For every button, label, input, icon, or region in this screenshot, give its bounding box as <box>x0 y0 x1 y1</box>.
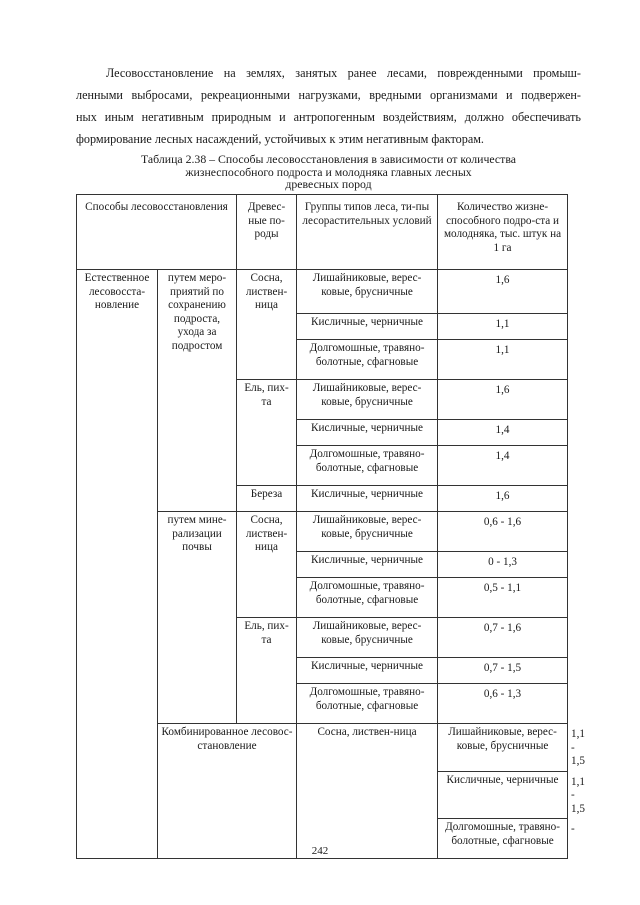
forest-type-cell: Лишайниковые, верес-ковые, брусничные <box>297 270 438 314</box>
species-cell: Береза <box>237 486 297 512</box>
table-row <box>77 270 568 314</box>
forest-type-cell: Долгомошные, травяно-болотные, сфагновые <box>297 684 438 724</box>
table-row: Комбинированное лесовос-становление Сосна, листвен-ница Лишайниковые, верес-ковые, брусничные 1,1 - 1,5 <box>77 724 568 772</box>
caption-line: древесных пород <box>285 177 372 191</box>
paragraph-line: формирование лесных насаждений, устойчивых к этим негативным факторам. <box>76 132 484 146</box>
species-cell: Сосна, листвен-ница <box>237 512 297 618</box>
table-header-row <box>77 195 568 270</box>
forest-type-cell: Лишайниковые, верес-ковые, брусничные <box>297 380 438 420</box>
caption-line: Таблица 2.38 – Способы лесовосстановления в зависимости от количества <box>141 152 516 166</box>
species-cell: Ель, пих-та <box>237 380 297 486</box>
quantity-cell: 1,6 <box>438 380 568 420</box>
forest-type-cell: Долгомошные, травяно-болотные, сфагновые <box>438 819 568 859</box>
header-forest-types: Группы типов леса, ти-пы лесорастительных условий <box>297 195 438 270</box>
quantity-cell: 0,7 - 1,5 <box>438 658 568 684</box>
reforestation-table <box>76 194 585 859</box>
paragraph-line: ных иным негативным природным и антропогенным воздействиям, должно обеспечивать <box>76 110 581 124</box>
quantity-cell: 1,1 <box>438 340 568 380</box>
body-paragraph <box>76 62 581 150</box>
quantity-cell: 1,1 <box>438 314 568 340</box>
natural-method-cell: Естественное лесовосста-новление <box>77 270 158 859</box>
table-caption <box>76 153 581 191</box>
header-species: Древес-ные по-роды <box>237 195 297 270</box>
quantity-cell: 1,4 <box>438 420 568 446</box>
forest-type-cell: Кисличные, черничные <box>297 486 438 512</box>
forest-type-cell: Кисличные, черничные <box>297 552 438 578</box>
paragraph-line: Лесовосстановление на землях, занятых ранее лесами, поврежденными промыш- <box>106 66 581 80</box>
paragraph-line: ленными выбросами, рекреационными нагрузками, вредными организмами и подвержен- <box>76 88 581 102</box>
quantity-cell: 1,4 <box>438 446 568 486</box>
species-cell: Сосна, листвен-ница <box>237 270 297 380</box>
table-row: Кисличные, черничные 1,1 - 1,5 <box>77 771 568 819</box>
combined-method-cell: Комбинированное лесовос-становление <box>158 724 297 859</box>
caption-line: жизнеспособного подроста и молодняка главных лесных <box>185 164 472 179</box>
species-cell: Ель, пих-та <box>237 618 297 724</box>
forest-type-cell: Долгомошные, травяно-болотные, сфагновые <box>297 446 438 486</box>
preservation-method-cell: путем меро-приятий по сохранению подроста, ухода за подростом <box>158 270 237 512</box>
quantity-cell: 0,6 - 1,3 <box>438 684 568 724</box>
forest-type-cell: Долгомошные, травяно-болотные, сфагновые <box>297 578 438 618</box>
species-cell: Сосна, листвен-ница <box>297 724 438 859</box>
table-row: Долгомошные, травяно-болотные, сфагновые - <box>77 819 568 859</box>
quantity-cell: 1,6 <box>438 486 568 512</box>
quantity-cell: 0 - 1,3 <box>438 552 568 578</box>
quantity-cell: 0,7 - 1,6 <box>438 618 568 658</box>
quantity-cell: 0,5 - 1,1 <box>438 578 568 618</box>
quantity-cell: 0,6 - 1,6 <box>438 512 568 552</box>
forest-type-cell: Кисличные, черничные <box>438 771 568 819</box>
header-method: Способы лесовосстановления <box>77 195 237 270</box>
forest-type-cell: Лишайниковые, верес-ковые, брусничные <box>297 512 438 552</box>
quantity-cell: 1,6 <box>438 270 568 314</box>
forest-type-cell: Лишайниковые, верес-ковые, брусничные <box>297 618 438 658</box>
mineralization-method-cell: путем мине-рализации почвы <box>158 512 237 724</box>
forest-type-cell: Лишайниковые, верес-ковые, брусничные <box>438 724 568 772</box>
forest-type-cell: Кисличные, черничные <box>297 658 438 684</box>
forest-type-cell: Кисличные, черничные <box>297 314 438 340</box>
header-quantity: Количество жизне-способного подро-ста и молодняка, тыс. штук на 1 га <box>438 195 568 270</box>
forest-type-cell: Долгомошные, травяно-болотные, сфагновые <box>297 340 438 380</box>
forest-type-cell: Кисличные, черничные <box>297 420 438 446</box>
page-number: 242 <box>311 845 329 857</box>
